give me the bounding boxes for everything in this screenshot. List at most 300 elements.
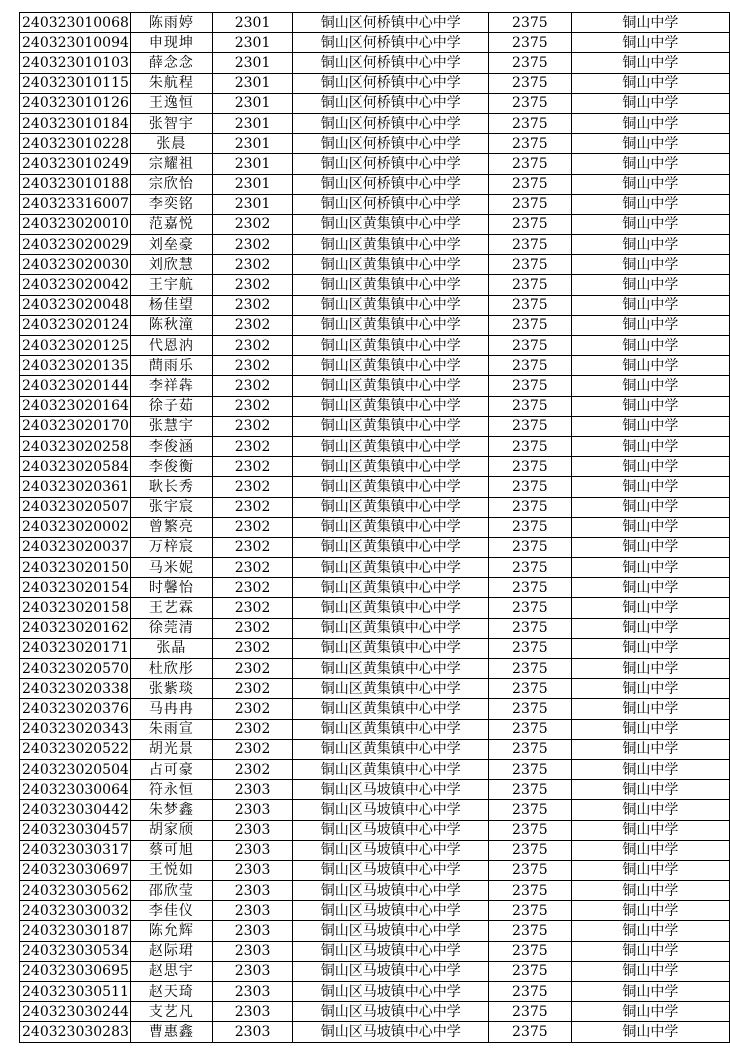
admission-code-cell: 2375 <box>489 356 572 376</box>
student-name-cell: 王悦如 <box>130 860 212 880</box>
admitted-school-cell: 铜山中学 <box>571 820 729 840</box>
student-id-cell: 240323030283 <box>20 1022 131 1042</box>
admitted-school-cell: 铜山中学 <box>571 295 729 315</box>
student-name-cell: 刘垒豪 <box>130 235 212 255</box>
student-name-cell: 马冉冉 <box>130 699 212 719</box>
school-code-cell: 2302 <box>212 477 293 497</box>
school-code-cell: 2302 <box>212 356 293 376</box>
school-name-cell: 铜山区何桥镇中心中学 <box>293 194 489 214</box>
school-name-cell: 铜山区马坡镇中心中学 <box>293 800 489 820</box>
admission-code-cell: 2375 <box>489 638 572 658</box>
school-name-cell: 铜山区黄集镇中心中学 <box>293 477 489 497</box>
school-name-cell: 铜山区黄集镇中心中学 <box>293 235 489 255</box>
school-name-cell: 铜山区马坡镇中心中学 <box>293 941 489 961</box>
school-name-cell: 铜山区黄集镇中心中学 <box>293 214 489 234</box>
school-name-cell: 铜山区马坡镇中心中学 <box>293 860 489 880</box>
table-row <box>20 578 730 598</box>
school-code-cell: 2303 <box>212 982 293 1002</box>
school-code-cell: 2302 <box>212 699 293 719</box>
admission-code-cell: 2375 <box>489 598 572 618</box>
school-name-cell: 铜山区黄集镇中心中学 <box>293 739 489 759</box>
school-name-cell: 铜山区黄集镇中心中学 <box>293 436 489 456</box>
admission-code-cell: 2375 <box>489 33 572 53</box>
student-name-cell: 占可豪 <box>130 759 212 779</box>
admission-code-cell: 2375 <box>489 477 572 497</box>
student-name-cell: 李祥犇 <box>130 376 212 396</box>
admitted-school-cell: 铜山中学 <box>571 356 729 376</box>
table-row <box>20 860 730 880</box>
admission-code-cell: 2375 <box>489 275 572 295</box>
school-name-cell: 铜山区马坡镇中心中学 <box>293 780 489 800</box>
student-name-cell: 申现坤 <box>130 33 212 53</box>
school-code-cell: 2303 <box>212 820 293 840</box>
table-row <box>20 558 730 578</box>
admission-code-cell: 2375 <box>489 537 572 557</box>
school-name-cell: 铜山区黄集镇中心中学 <box>293 517 489 537</box>
school-name-cell: 铜山区何桥镇中心中学 <box>293 154 489 174</box>
student-id-cell: 240323020171 <box>20 638 131 658</box>
school-code-cell: 2301 <box>212 73 293 93</box>
table-row <box>20 93 730 113</box>
student-id-cell: 240323030457 <box>20 820 131 840</box>
student-id-cell: 240323030697 <box>20 860 131 880</box>
school-name-cell: 铜山区黄集镇中心中学 <box>293 719 489 739</box>
admitted-school-cell: 铜山中学 <box>571 941 729 961</box>
student-id-cell: 240323030032 <box>20 901 131 921</box>
school-code-cell: 2302 <box>212 638 293 658</box>
admitted-school-cell: 铜山中学 <box>571 154 729 174</box>
admitted-school-cell: 铜山中学 <box>571 759 729 779</box>
admission-code-cell: 2375 <box>489 982 572 1002</box>
student-id-cell: 240323020504 <box>20 759 131 779</box>
school-name-cell: 铜山区马坡镇中心中学 <box>293 820 489 840</box>
admitted-school-cell: 铜山中学 <box>571 13 729 33</box>
student-id-cell: 240323030534 <box>20 941 131 961</box>
admission-code-cell: 2375 <box>489 315 572 335</box>
student-id-cell: 240323020002 <box>20 517 131 537</box>
admitted-school-cell: 铜山中学 <box>571 517 729 537</box>
admission-code-cell: 2375 <box>489 497 572 517</box>
student-name-cell: 陈允辉 <box>130 921 212 941</box>
school-name-cell: 铜山区黄集镇中心中学 <box>293 356 489 376</box>
student-id-cell: 240323316007 <box>20 194 131 214</box>
student-id-cell: 240323030695 <box>20 961 131 981</box>
school-code-cell: 2302 <box>212 659 293 679</box>
school-name-cell: 铜山区黄集镇中心中学 <box>293 659 489 679</box>
table-row <box>20 396 730 416</box>
student-id-cell: 240323020135 <box>20 356 131 376</box>
school-code-cell: 2301 <box>212 13 293 33</box>
admitted-school-cell: 铜山中学 <box>571 982 729 1002</box>
student-id-cell: 240323030511 <box>20 982 131 1002</box>
student-name-cell: 胡家颀 <box>130 820 212 840</box>
student-name-cell: 朱雨宣 <box>130 719 212 739</box>
school-code-cell: 2303 <box>212 840 293 860</box>
admission-code-cell: 2375 <box>489 13 572 33</box>
admitted-school-cell: 铜山中学 <box>571 174 729 194</box>
student-name-cell: 杨佳望 <box>130 295 212 315</box>
school-code-cell: 2301 <box>212 113 293 133</box>
table-row <box>20 315 730 335</box>
admitted-school-cell: 铜山中学 <box>571 214 729 234</box>
admitted-school-cell: 铜山中学 <box>571 739 729 759</box>
table-row <box>20 961 730 981</box>
school-name-cell: 铜山区何桥镇中心中学 <box>293 134 489 154</box>
student-name-cell: 胡光景 <box>130 739 212 759</box>
table-row <box>20 638 730 658</box>
student-name-cell: 万梓宸 <box>130 537 212 557</box>
table-row <box>20 1002 730 1022</box>
student-id-cell: 240323030187 <box>20 921 131 941</box>
school-name-cell: 铜山区马坡镇中心中学 <box>293 1022 489 1042</box>
school-name-cell: 铜山区黄集镇中心中学 <box>293 638 489 658</box>
student-id-cell: 240323020164 <box>20 396 131 416</box>
admission-code-cell: 2375 <box>489 336 572 356</box>
table-row <box>20 941 730 961</box>
student-name-cell: 徐莞清 <box>130 618 212 638</box>
student-name-cell: 时馨怡 <box>130 578 212 598</box>
school-code-cell: 2302 <box>212 558 293 578</box>
student-name-cell: 宗耀祖 <box>130 154 212 174</box>
admitted-school-cell: 铜山中学 <box>571 93 729 113</box>
table-row <box>20 921 730 941</box>
school-name-cell: 铜山区马坡镇中心中学 <box>293 1002 489 1022</box>
school-code-cell: 2301 <box>212 53 293 73</box>
student-id-cell: 240323030562 <box>20 881 131 901</box>
student-name-cell: 李俊衡 <box>130 457 212 477</box>
student-name-cell: 邵欣莹 <box>130 881 212 901</box>
student-name-cell: 朱航程 <box>130 73 212 93</box>
school-code-cell: 2302 <box>212 598 293 618</box>
table-row <box>20 739 730 759</box>
school-code-cell: 2302 <box>212 517 293 537</box>
admission-code-cell: 2375 <box>489 881 572 901</box>
table-row <box>20 820 730 840</box>
student-id-cell: 240323030244 <box>20 1002 131 1022</box>
admitted-school-cell: 铜山中学 <box>571 800 729 820</box>
school-code-cell: 2301 <box>212 194 293 214</box>
school-name-cell: 铜山区黄集镇中心中学 <box>293 497 489 517</box>
student-id-cell: 240323020154 <box>20 578 131 598</box>
school-code-cell: 2302 <box>212 759 293 779</box>
table-row <box>20 416 730 436</box>
student-name-cell: 代恩汭 <box>130 336 212 356</box>
school-code-cell: 2301 <box>212 134 293 154</box>
school-name-cell: 铜山区何桥镇中心中学 <box>293 174 489 194</box>
admission-list-table <box>19 12 730 1043</box>
student-name-cell: 支艺凡 <box>130 1002 212 1022</box>
admitted-school-cell: 铜山中学 <box>571 860 729 880</box>
student-name-cell: 蔄雨乐 <box>130 356 212 376</box>
table-row <box>20 13 730 33</box>
student-id-cell: 240323010068 <box>20 13 131 33</box>
admitted-school-cell: 铜山中学 <box>571 1022 729 1042</box>
table-row <box>20 800 730 820</box>
school-name-cell: 铜山区黄集镇中心中学 <box>293 376 489 396</box>
student-id-cell: 240323020144 <box>20 376 131 396</box>
table-row <box>20 275 730 295</box>
admission-code-cell: 2375 <box>489 295 572 315</box>
table-row <box>20 376 730 396</box>
school-name-cell: 铜山区何桥镇中心中学 <box>293 53 489 73</box>
table-row <box>20 477 730 497</box>
school-code-cell: 2302 <box>212 214 293 234</box>
admitted-school-cell: 铜山中学 <box>571 881 729 901</box>
student-id-cell: 240323020338 <box>20 679 131 699</box>
school-name-cell: 铜山区黄集镇中心中学 <box>293 558 489 578</box>
student-name-cell: 耿长秀 <box>130 477 212 497</box>
school-code-cell: 2301 <box>212 174 293 194</box>
student-name-cell: 马米妮 <box>130 558 212 578</box>
table-row <box>20 356 730 376</box>
admission-code-cell: 2375 <box>489 840 572 860</box>
school-name-cell: 铜山区黄集镇中心中学 <box>293 396 489 416</box>
school-name-cell: 铜山区黄集镇中心中学 <box>293 537 489 557</box>
table-row <box>20 53 730 73</box>
admitted-school-cell: 铜山中学 <box>571 436 729 456</box>
table-row <box>20 295 730 315</box>
admitted-school-cell: 铜山中学 <box>571 679 729 699</box>
student-id-cell: 240323010115 <box>20 73 131 93</box>
table-row <box>20 214 730 234</box>
school-code-cell: 2303 <box>212 1002 293 1022</box>
admitted-school-cell: 铜山中学 <box>571 659 729 679</box>
admission-code-cell: 2375 <box>489 578 572 598</box>
admission-code-cell: 2375 <box>489 961 572 981</box>
school-name-cell: 铜山区黄集镇中心中学 <box>293 255 489 275</box>
admission-code-cell: 2375 <box>489 860 572 880</box>
student-name-cell: 王宇航 <box>130 275 212 295</box>
school-code-cell: 2303 <box>212 860 293 880</box>
admitted-school-cell: 铜山中学 <box>571 618 729 638</box>
school-name-cell: 铜山区马坡镇中心中学 <box>293 840 489 860</box>
student-name-cell: 张晶 <box>130 638 212 658</box>
admitted-school-cell: 铜山中学 <box>571 134 729 154</box>
table-row <box>20 33 730 53</box>
school-name-cell: 铜山区何桥镇中心中学 <box>293 33 489 53</box>
student-id-cell: 240323020522 <box>20 739 131 759</box>
school-code-cell: 2302 <box>212 416 293 436</box>
table-row <box>20 497 730 517</box>
admission-code-cell: 2375 <box>489 134 572 154</box>
admitted-school-cell: 铜山中学 <box>571 537 729 557</box>
school-code-cell: 2302 <box>212 336 293 356</box>
school-code-cell: 2302 <box>212 436 293 456</box>
table-row <box>20 436 730 456</box>
student-name-cell: 徐子茹 <box>130 396 212 416</box>
school-code-cell: 2302 <box>212 315 293 335</box>
admission-code-cell: 2375 <box>489 376 572 396</box>
admission-code-cell: 2375 <box>489 517 572 537</box>
table-body <box>20 13 730 1043</box>
admitted-school-cell: 铜山中学 <box>571 53 729 73</box>
table-row <box>20 154 730 174</box>
table-row <box>20 901 730 921</box>
school-name-cell: 铜山区黄集镇中心中学 <box>293 578 489 598</box>
admission-code-cell: 2375 <box>489 1002 572 1022</box>
student-name-cell: 宗欣怡 <box>130 174 212 194</box>
school-name-cell: 铜山区黄集镇中心中学 <box>293 618 489 638</box>
student-name-cell: 李奕铭 <box>130 194 212 214</box>
school-code-cell: 2303 <box>212 961 293 981</box>
admitted-school-cell: 铜山中学 <box>571 376 729 396</box>
school-name-cell: 铜山区何桥镇中心中学 <box>293 73 489 93</box>
student-id-cell: 240323020158 <box>20 598 131 618</box>
admission-code-cell: 2375 <box>489 436 572 456</box>
admission-code-cell: 2375 <box>489 1022 572 1042</box>
school-name-cell: 铜山区何桥镇中心中学 <box>293 93 489 113</box>
school-name-cell: 铜山区黄集镇中心中学 <box>293 416 489 436</box>
admission-code-cell: 2375 <box>489 901 572 921</box>
student-id-cell: 240323010188 <box>20 174 131 194</box>
school-name-cell: 铜山区黄集镇中心中学 <box>293 315 489 335</box>
student-id-cell: 240323020048 <box>20 295 131 315</box>
admitted-school-cell: 铜山中学 <box>571 73 729 93</box>
admitted-school-cell: 铜山中学 <box>571 194 729 214</box>
school-name-cell: 铜山区黄集镇中心中学 <box>293 699 489 719</box>
admission-code-cell: 2375 <box>489 457 572 477</box>
table-row <box>20 982 730 1002</box>
table-row <box>20 517 730 537</box>
school-name-cell: 铜山区何桥镇中心中学 <box>293 13 489 33</box>
student-id-cell: 240323020570 <box>20 659 131 679</box>
school-code-cell: 2303 <box>212 921 293 941</box>
student-id-cell: 240323020584 <box>20 457 131 477</box>
admitted-school-cell: 铜山中学 <box>571 840 729 860</box>
admission-code-cell: 2375 <box>489 174 572 194</box>
school-code-cell: 2302 <box>212 457 293 477</box>
student-name-cell: 王艺霖 <box>130 598 212 618</box>
student-name-cell: 朱梦鑫 <box>130 800 212 820</box>
school-code-cell: 2302 <box>212 578 293 598</box>
admitted-school-cell: 铜山中学 <box>571 699 729 719</box>
student-name-cell: 张智宇 <box>130 113 212 133</box>
student-id-cell: 240323010184 <box>20 113 131 133</box>
admission-code-cell: 2375 <box>489 235 572 255</box>
admission-code-cell: 2375 <box>489 154 572 174</box>
student-name-cell: 赵天琦 <box>130 982 212 1002</box>
admitted-school-cell: 铜山中学 <box>571 396 729 416</box>
admission-code-cell: 2375 <box>489 659 572 679</box>
student-id-cell: 240323020170 <box>20 416 131 436</box>
student-id-cell: 240323030317 <box>20 840 131 860</box>
admission-code-cell: 2375 <box>489 194 572 214</box>
table-row <box>20 174 730 194</box>
table-row <box>20 336 730 356</box>
student-name-cell: 陈雨婷 <box>130 13 212 33</box>
admission-code-cell: 2375 <box>489 820 572 840</box>
admitted-school-cell: 铜山中学 <box>571 235 729 255</box>
admission-code-cell: 2375 <box>489 93 572 113</box>
school-name-cell: 铜山区黄集镇中心中学 <box>293 598 489 618</box>
table-row <box>20 1022 730 1042</box>
student-id-cell: 240323020124 <box>20 315 131 335</box>
student-name-cell: 李俊涵 <box>130 436 212 456</box>
admission-code-cell: 2375 <box>489 719 572 739</box>
table-row <box>20 659 730 679</box>
school-code-cell: 2302 <box>212 497 293 517</box>
student-name-cell: 薛念念 <box>130 53 212 73</box>
student-name-cell: 张慧宇 <box>130 416 212 436</box>
admitted-school-cell: 铜山中学 <box>571 901 729 921</box>
admission-code-cell: 2375 <box>489 699 572 719</box>
student-name-cell: 杜欣彤 <box>130 659 212 679</box>
student-id-cell: 240323020037 <box>20 537 131 557</box>
table-row <box>20 235 730 255</box>
table-row <box>20 537 730 557</box>
school-code-cell: 2302 <box>212 618 293 638</box>
admission-code-cell: 2375 <box>489 759 572 779</box>
school-name-cell: 铜山区黄集镇中心中学 <box>293 295 489 315</box>
school-name-cell: 铜山区马坡镇中心中学 <box>293 921 489 941</box>
student-name-cell: 陈秋潼 <box>130 315 212 335</box>
table-row <box>20 134 730 154</box>
student-id-cell: 240323020125 <box>20 336 131 356</box>
table-row <box>20 618 730 638</box>
admitted-school-cell: 铜山中学 <box>571 33 729 53</box>
school-name-cell: 铜山区马坡镇中心中学 <box>293 901 489 921</box>
school-code-cell: 2301 <box>212 154 293 174</box>
table-row <box>20 457 730 477</box>
table-row <box>20 255 730 275</box>
admission-code-cell: 2375 <box>489 113 572 133</box>
school-code-cell: 2303 <box>212 800 293 820</box>
school-code-cell: 2302 <box>212 255 293 275</box>
school-code-cell: 2302 <box>212 295 293 315</box>
student-id-cell: 240323010228 <box>20 134 131 154</box>
student-id-cell: 240323020030 <box>20 255 131 275</box>
table-row <box>20 699 730 719</box>
table-row <box>20 759 730 779</box>
student-id-cell: 240323020258 <box>20 436 131 456</box>
admitted-school-cell: 铜山中学 <box>571 1002 729 1022</box>
table-row <box>20 679 730 699</box>
school-code-cell: 2302 <box>212 679 293 699</box>
student-name-cell: 张晨 <box>130 134 212 154</box>
admission-code-cell: 2375 <box>489 679 572 699</box>
admission-code-cell: 2375 <box>489 618 572 638</box>
school-name-cell: 铜山区马坡镇中心中学 <box>293 961 489 981</box>
admitted-school-cell: 铜山中学 <box>571 113 729 133</box>
admitted-school-cell: 铜山中学 <box>571 336 729 356</box>
school-code-cell: 2301 <box>212 93 293 113</box>
admitted-school-cell: 铜山中学 <box>571 961 729 981</box>
admission-code-cell: 2375 <box>489 558 572 578</box>
table-row <box>20 840 730 860</box>
admitted-school-cell: 铜山中学 <box>571 780 729 800</box>
student-id-cell: 240323020361 <box>20 477 131 497</box>
student-id-cell: 240323010094 <box>20 33 131 53</box>
school-name-cell: 铜山区何桥镇中心中学 <box>293 113 489 133</box>
student-name-cell: 蔡可旭 <box>130 840 212 860</box>
school-code-cell: 2302 <box>212 537 293 557</box>
student-id-cell: 240323020376 <box>20 699 131 719</box>
admitted-school-cell: 铜山中学 <box>571 638 729 658</box>
student-name-cell: 王逸恒 <box>130 93 212 113</box>
admitted-school-cell: 铜山中学 <box>571 578 729 598</box>
student-name-cell: 赵际珺 <box>130 941 212 961</box>
admission-code-cell: 2375 <box>489 53 572 73</box>
admitted-school-cell: 铜山中学 <box>571 497 729 517</box>
school-code-cell: 2303 <box>212 941 293 961</box>
student-name-cell: 张宇宸 <box>130 497 212 517</box>
student-id-cell: 240323020042 <box>20 275 131 295</box>
school-name-cell: 铜山区黄集镇中心中学 <box>293 457 489 477</box>
admitted-school-cell: 铜山中学 <box>571 275 729 295</box>
student-id-cell: 240323020343 <box>20 719 131 739</box>
school-code-cell: 2303 <box>212 1022 293 1042</box>
admission-code-cell: 2375 <box>489 416 572 436</box>
